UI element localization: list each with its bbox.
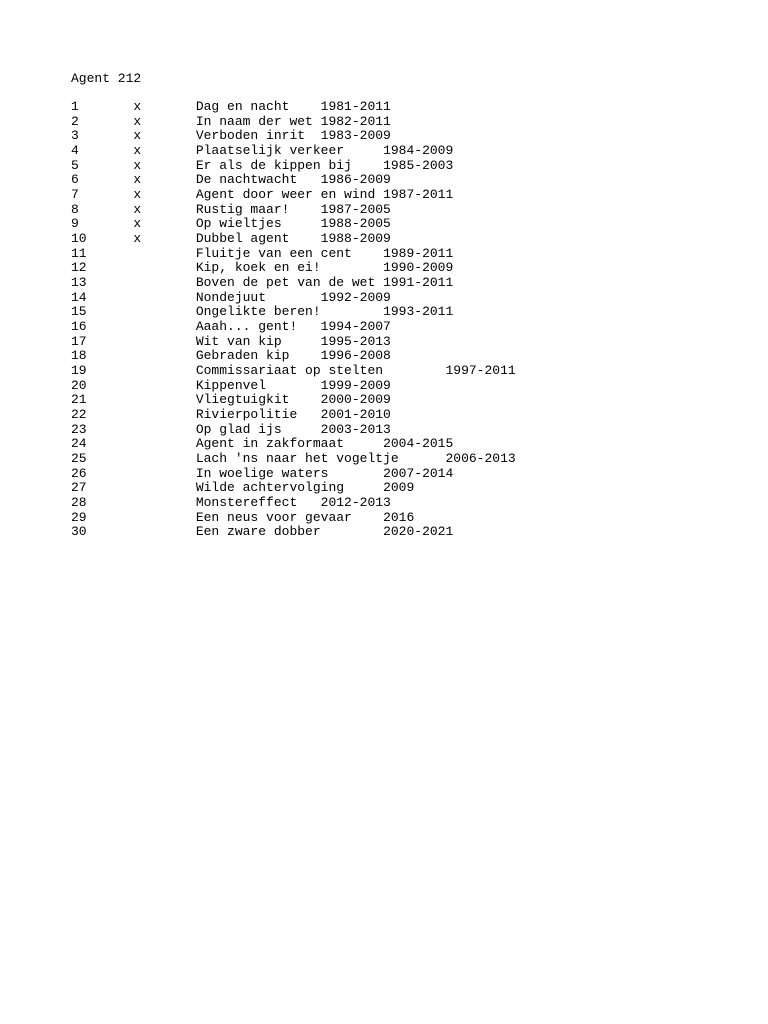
list-item: 7 x Agent door weer en wind 1987-2011: [71, 187, 454, 203]
list-item: 30 Een zware dobber 2020-2021: [71, 524, 454, 540]
list-item: 13 Boven de pet van de wet 1991-2011: [71, 275, 454, 291]
list-item: 15 Ongelikte beren! 1993-2011: [71, 304, 454, 320]
list-item: 5 x Er als de kippen bij 1985-2003: [71, 157, 454, 173]
document-title: Agent 212: [71, 71, 142, 86]
list-item: 28 Monstereffect 2012-2013: [71, 495, 391, 511]
list-item: 8 x Rustig maar! 1987-2005: [71, 201, 391, 217]
list-item: 22 Rivierpolitie 2001-2010: [71, 407, 391, 423]
list-item: 12 Kip, koek en ei! 1990-2009: [71, 260, 454, 276]
list-item: 16 Aaah... gent! 1994-2007: [71, 319, 391, 335]
list-item: 27 Wilde achtervolging 2009: [71, 480, 415, 496]
list-item: 24 Agent in zakformaat 2004-2015: [71, 436, 454, 452]
list-item: 19 Commissariaat op stelten 1997-2011: [71, 363, 516, 379]
list-item: 26 In woelige waters 2007-2014: [71, 465, 454, 481]
list-item: 21 Vliegtuigkit 2000-2009: [71, 392, 391, 408]
list-item: 6 x De nachtwacht 1986-2009: [71, 172, 391, 188]
list-item: 10 x Dubbel agent 1988-2009: [71, 231, 391, 247]
list-item: 9 x Op wieltjes 1988-2005: [71, 216, 391, 232]
list-item: 11 Fluitje van een cent 1989-2011: [71, 245, 454, 261]
list-item: 23 Op glad ijs 2003-2013: [71, 421, 391, 437]
list-item: 4 x Plaatselijk verkeer 1984-2009: [71, 143, 454, 159]
list-item: 14 Nondejuut 1992-2009: [71, 289, 391, 305]
list-item: 25 Lach 'ns naar het vogeltje 2006-2013: [71, 451, 516, 467]
list-item: 1 x Dag en nacht 1981-2011: [71, 99, 391, 114]
list-item: 18 Gebraden kip 1996-2008: [71, 348, 391, 364]
list-item: 17 Wit van kip 1995-2013: [71, 333, 391, 349]
list-item: 29 Een neus voor gevaar 2016: [71, 509, 415, 525]
album-list: [71, 100, 516, 540]
list-item: 3 x Verboden inrit 1983-2009: [71, 128, 391, 144]
list-item: 20 Kippenvel 1999-2009: [71, 377, 391, 393]
list-item: 2 x In naam der wet 1982-2011: [71, 113, 391, 129]
document-page: [71, 71, 516, 540]
